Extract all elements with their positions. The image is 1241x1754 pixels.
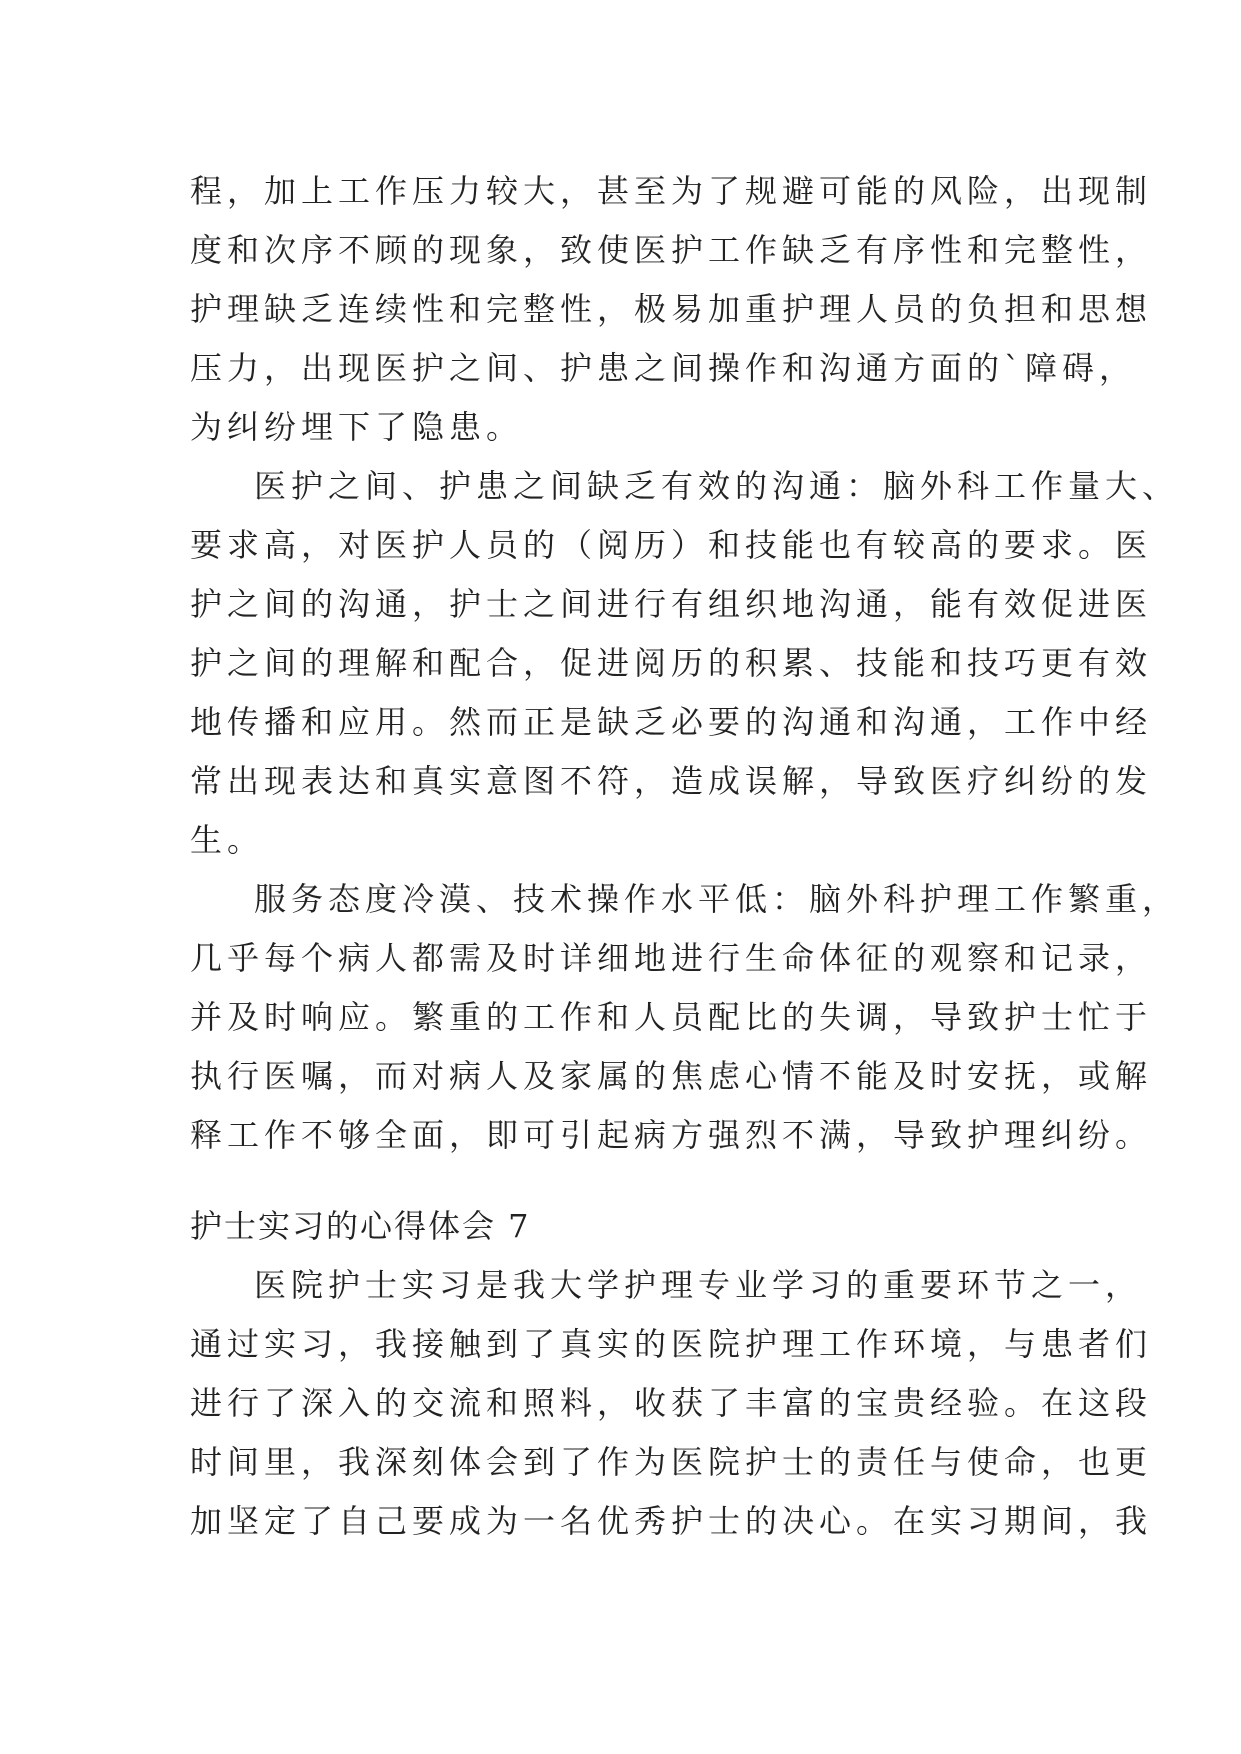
text-line: 程，加上工作压力较大，甚至为了规避可能的风险，出现制	[190, 172, 1153, 210]
text-line: 生。	[190, 821, 265, 859]
text-line: 护理缺乏连续性和完整性，极易加重护理人员的负担和思想	[190, 290, 1153, 328]
paragraph-internship	[190, 1256, 1153, 1551]
text-line: 通过实习，我接触到了真实的医院护理工作环境，与患者们	[190, 1325, 1153, 1363]
text-line: 为纠纷埋下了隐患。	[190, 408, 524, 446]
text-line: 执行医嘱，而对病人及家属的焦虑心情不能及时安抚，或解	[190, 1057, 1153, 1095]
text-line: 并及时响应。繁重的工作和人员配比的失调，导致护士忙于	[190, 998, 1153, 1036]
document-body	[190, 162, 1180, 1551]
section-heading: 护士实习的心得体会 7	[190, 1207, 531, 1245]
paragraph-communication	[190, 457, 1180, 870]
paragraph-service-attitude	[190, 870, 1180, 1165]
text-line: 时间里，我深刻体会到了作为医院护士的责任与使命，也更	[190, 1443, 1153, 1481]
text-line: 压力，出现医护之间、护患之间操作和沟通方面的`障碍，	[190, 349, 1137, 387]
text-line: 度和次序不顾的现象，致使医护工作缺乏有序性和完整性，	[190, 231, 1153, 269]
text-line: 医护之间、护患之间缺乏有效的沟通：脑外科工作量大、	[254, 467, 1180, 505]
text-line: 要求高，对医护人员的（阅历）和技能也有较高的要求。医	[190, 526, 1153, 564]
text-line: 进行了深入的交流和照料，收获了丰富的宝贵经验。在这段	[190, 1384, 1153, 1422]
text-line: 释工作不够全面，即可引起病方强烈不满，导致护理纠纷。	[190, 1116, 1153, 1154]
paragraph-continuation	[190, 162, 1153, 457]
text-line: 服务态度冷漠、技术操作水平低：脑外科护理工作繁重，	[254, 880, 1180, 918]
text-line: 护之间的沟通，护士之间进行有组织地沟通，能有效促进医	[190, 585, 1153, 623]
text-line: 地传播和应用。然而正是缺乏必要的沟通和沟通，工作中经	[190, 703, 1153, 741]
text-line: 加坚定了自己要成为一名优秀护士的决心。在实习期间，我	[190, 1502, 1153, 1540]
text-line: 几乎每个病人都需及时详细地进行生命体征的观察和记录，	[190, 939, 1153, 977]
text-line: 护之间的理解和配合，促进阅历的积累、技能和技巧更有效	[190, 644, 1153, 682]
text-line: 医院护士实习是我大学护理专业学习的重要环节之一，	[254, 1266, 1143, 1304]
text-line: 常出现表达和真实意图不符，造成误解，导致医疗纠纷的发	[190, 762, 1153, 800]
